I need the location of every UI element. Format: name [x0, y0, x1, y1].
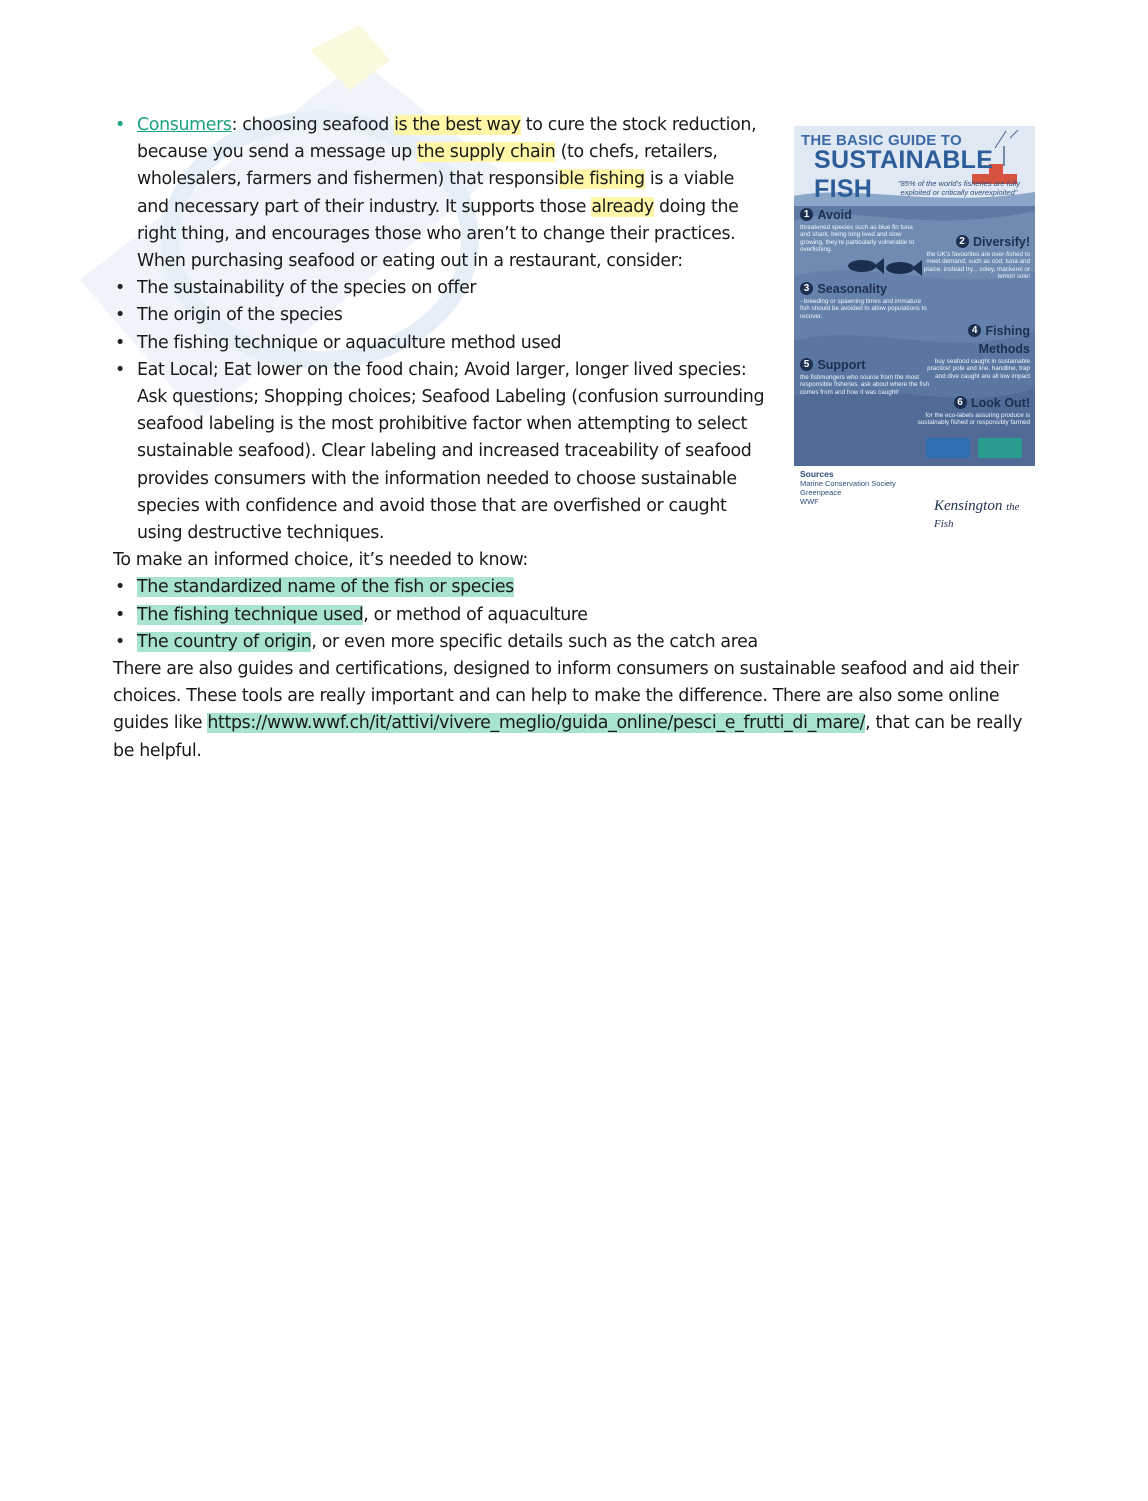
section-number: 4 [968, 324, 981, 337]
poster-section-support [800, 356, 940, 396]
consumers-seg-2: to cure the stock reduction, because you send a message up [137, 115, 757, 163]
section-title: Seasonality [817, 281, 887, 296]
consumers-seg-7: already [591, 196, 654, 217]
source-item: WWF [800, 497, 819, 506]
poster-section-seasonality [800, 280, 930, 320]
poster-section-diversify [922, 233, 1030, 281]
consumers-seg-0: : choosing seafood [231, 115, 395, 135]
consumers-seg-5: ble fishing [558, 169, 645, 190]
poster-section-avoid [800, 206, 920, 254]
closing-end: , that can be really be helpful. [113, 713, 1023, 761]
consumers-bullet [113, 112, 765, 275]
consider-item: • Eat Local; Eat lower on the food chain; Avoid larger, longer lived species: Ask questions; Shopping choices; Seafood Labeling (confusion surrounding seafood labeling is the most prohibitive factor when attempting to select sustainable seafood). Clear labeling and increased traceability of seafood provides consumers with the information needed to choose sustainable species with confidence and avoid those that are overfished or caught using destructive techniques. [113, 357, 765, 547]
consider-item: • The origin of the species [113, 302, 765, 329]
eco-label-icons [926, 438, 1022, 458]
section-number: 6 [954, 396, 967, 409]
consumers-seg-3: the supply chain [417, 142, 556, 163]
know-item-rest: , or method of aquaculture [363, 604, 588, 625]
section-title: Support [817, 357, 866, 372]
poster-sources [800, 470, 930, 506]
closing-text: There are also guides and certifications, designed to inform consumers on sustainable seafood and aid their choices. These tools are really important and can help to make the difference. There are also some online guides like [113, 659, 1019, 734]
sustainable-fish-poster [794, 126, 1035, 530]
know-item-highlight: The country of origin [137, 631, 312, 652]
poster-brand [934, 498, 1035, 532]
section-text: threatened species such as blue fin tuna and shark, being long lived and slow growing, they're particularly vulnerable to overfishing. [800, 224, 915, 254]
poster-title-line2: SUSTAINABLE FISH [814, 146, 994, 203]
section-number: 1 [800, 208, 813, 221]
know-item-highlight: The standardized name of the fish or species [137, 577, 514, 598]
consumers-seg-8: doing the right thing, and encourages those who aren’t to change their practices. When purchasing seafood or eating out in a restaurant, consider: [137, 196, 739, 272]
source-item: Greenpeace [800, 488, 842, 497]
section-text: the fishmongers who source from the most responsible fisheries. ask about where the fish comes from and how it was caught! [800, 374, 930, 396]
section-text: for the eco-labels assuring produce is sustainably fished or responsibly farmed [917, 412, 1030, 427]
section-title: Look Out! [970, 395, 1030, 410]
section-text: - breeding or spawning times and immature fish should be avoided to allow populations to recover. [800, 298, 927, 320]
consumers-link[interactable]: Consumers [137, 115, 232, 135]
poster-section-look-out [902, 394, 1030, 427]
consumers-seg-4: (to chefs, retailers, wholesalers, farmers and fishermen) that responsi [137, 142, 718, 190]
section-number: 2 [956, 235, 969, 248]
main-column [113, 112, 765, 547]
poster-quote: "85% of the world's fisheries are fully exploited or critically overexploited" [897, 179, 1021, 197]
section-text: buy seafood caught in sustainable practice! pole and line, handline, trap and dive caught are all low impact [927, 358, 1030, 380]
source-item: Marine Conservation Society [800, 479, 896, 488]
section-text: the UK's favourites are over-fished to meet demand, such as cod, tuna and plaice. instead try... coley, mackerel or lemon sole! [923, 251, 1030, 281]
know-item-highlight: The fishing technique used [137, 604, 364, 625]
closing-paragraph [113, 656, 1033, 765]
know-item-rest: , or even more specific details such as the catch area [311, 631, 758, 652]
wwf-guide-link[interactable]: https://www.wwf.ch/it/attivi/vivere_meglio/guida_online/pesci_e_frutti_di_mare/ [207, 713, 866, 734]
section-number: 5 [800, 358, 813, 371]
brand-name: Kensington [934, 498, 1003, 514]
consumers-seg-6: is a viable and necessary part of their industry. It supports those [137, 169, 735, 217]
consumers-seg-1: is the best way [394, 115, 521, 135]
section-number: 3 [800, 282, 813, 295]
sources-title: Sources [800, 469, 834, 479]
consider-item: • The fishing technique or aquaculture method used [113, 330, 765, 357]
section-title: Diversify! [973, 234, 1030, 249]
know-item [113, 629, 1033, 656]
know-item [113, 602, 1033, 629]
section-title: Fishing Methods [978, 323, 1030, 356]
tuna-fish-icon [844, 254, 924, 278]
poster-header [794, 126, 1035, 206]
consider-item: • The sustainability of the species on offer [113, 275, 765, 302]
poster-panel [794, 126, 1035, 466]
poster-title-line1: THE BASIC GUIDE TO [801, 132, 962, 149]
brand-name-2: the Fish [934, 501, 1020, 530]
know-item [113, 574, 1033, 601]
know-intro: To make an informed choice, it’s needed to know: [113, 550, 528, 571]
section-title: Avoid [817, 207, 852, 222]
